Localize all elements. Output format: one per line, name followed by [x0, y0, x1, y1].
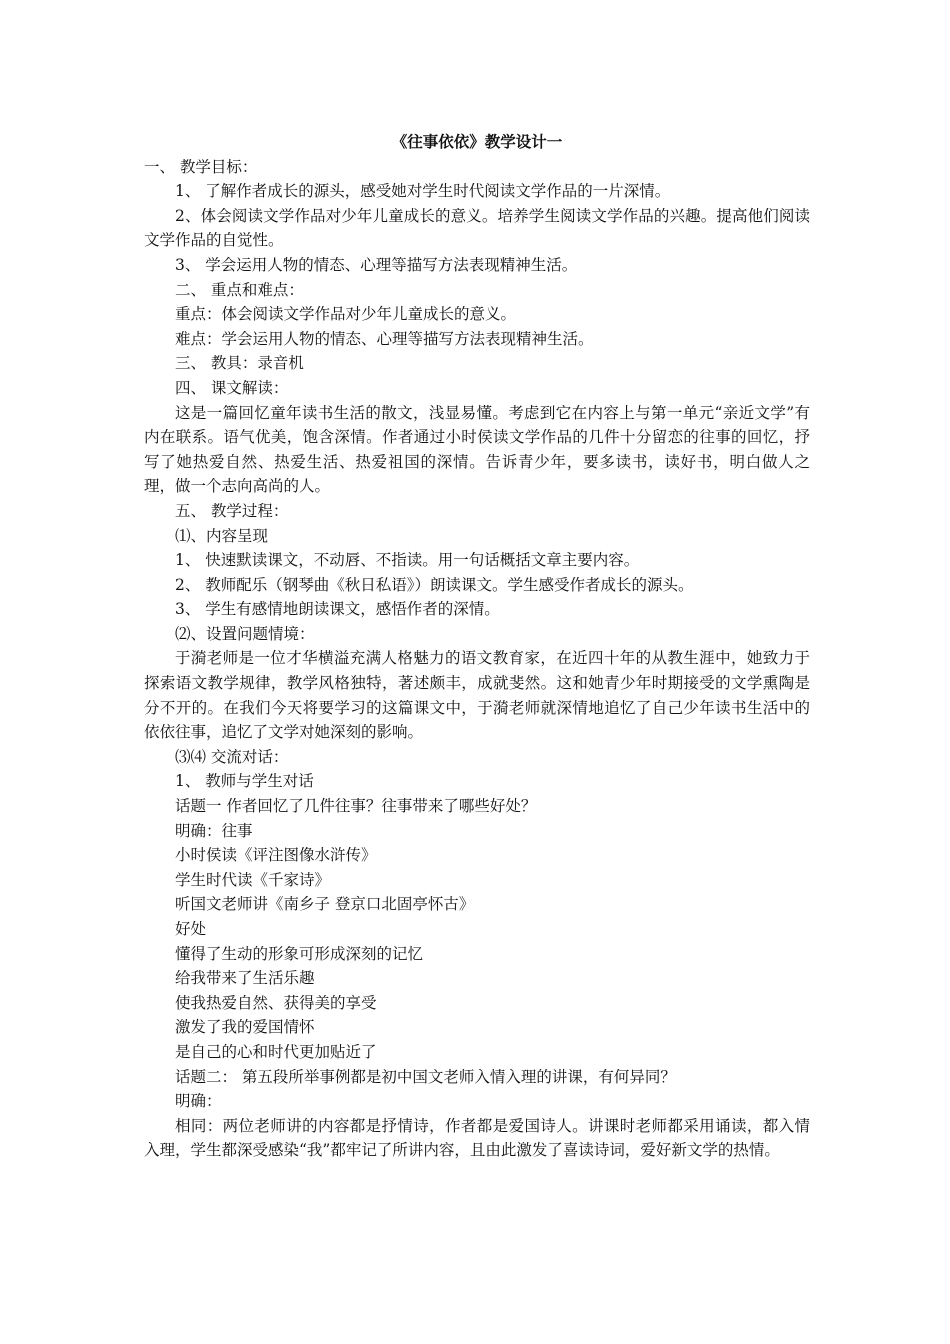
paragraph: 于漪老师是一位才华横溢充满人格魅力的语文教育家，在近四十年的从教生涯中，她致力于探索语文教学规律，教学风格独特，著述颇丰，成就斐然。这和她青少年时期接受的文学熏陶是分不开的。在我们今天将要学习的这篇课文中，于漪老师就深情地追忆了自己少年读书生活中的依依往事，追忆了文学对她深刻的影响。: [144, 649, 810, 742]
paragraph: 学生时代读《千家诗》: [175, 870, 331, 889]
paragraph: 激发了我的爱国情怀: [175, 1018, 315, 1037]
document-body: [144, 155, 810, 1163]
paragraph: 1、 教师与学生对话: [175, 772, 314, 791]
paragraph: 五、 教学过程：: [175, 501, 289, 520]
paragraph: 3、 学会运用人物的情态、心理等描写方法表现精神生活。: [175, 255, 578, 274]
paragraph: 听国文老师讲《南乡子 登京口北固亭怀古》: [175, 895, 475, 914]
paragraph: 明确：: [175, 1092, 222, 1111]
paragraph: 1、 快速默读课文，不动唇、不指读。用一句话概括文章主要内容。: [175, 551, 640, 570]
paragraph: ⑴、内容呈现: [175, 526, 269, 545]
paragraph: 话题一 作者回忆了几件往事？往事带来了哪些好处？: [175, 797, 537, 816]
paragraph: 懂得了生动的形象可形成深刻的记忆: [175, 944, 424, 963]
paragraph: 三、 教具：录音机: [175, 354, 304, 373]
paragraph: 小时侯读《评注图像水浒传》: [175, 846, 377, 865]
paragraph: 一、 教学目标：: [144, 157, 258, 176]
paragraph: 这是一篇回忆童年读书生活的散文，浅显易懂。考虑到它在内容上与第一单元“亲近文学”有内在联系。语气优美，饱含深情。作者通过小时侯读文学作品的几件十分留恋的往事的回忆，抒写了她热爱自然、热爱生活、热爱祖国的深情。告诉青少年，要多读书，读好书，明白做人之理，做一个志向高尚的人。: [144, 403, 810, 496]
paragraph: 相同：两位老师讲的内容都是抒情诗，作者都是爱国诗人。讲课时老师都采用诵读，都入情入理，学生都深受感染“我”都牢记了所讲内容，且由此激发了喜读诗词，爱好新文学的热情。: [144, 1116, 810, 1160]
paragraph: ⑶⑷ 交流对话：: [175, 747, 289, 766]
paragraph: 四、 课文解读：: [175, 378, 289, 397]
paragraph: 明确：往事: [175, 821, 253, 840]
paragraph: 2、体会阅读文学作品对少年儿童成长的意义。培养学生阅读文学作品的兴趣。提高他们阅读文学作品的自觉性。: [144, 206, 810, 250]
document-page: [144, 130, 810, 1163]
paragraph: 好处: [175, 920, 207, 938]
paragraph: 难点：学会运用人物的情态、心理等描写方法表现精神生活。: [175, 329, 594, 348]
paragraph: 二、 重点和难点：: [175, 280, 304, 299]
paragraph: 2、 教师配乐（钢琴曲《秋日私语》）朗读课文。学生感受作者成长的源头。: [175, 575, 694, 594]
paragraph: 1、 了解作者成长的源头，感受她对学生时代阅读文学作品的一片深情。: [175, 182, 671, 201]
paragraph: 话题二： 第五段所举事例都是初中国文老师入情入理的讲课，有何异同？: [175, 1067, 676, 1086]
paragraph: 给我带来了生活乐趣: [175, 969, 315, 988]
document-title: 《往事依依》教学设计一: [391, 132, 563, 151]
paragraph: ⑵、设置问题情境：: [175, 624, 315, 643]
paragraph: 使我热爱自然、获得美的享受: [175, 993, 377, 1012]
paragraph: 重点：体会阅读文学作品对少年儿童成长的意义。: [175, 305, 517, 324]
paragraph: 是自己的心和时代更加贴近了: [175, 1042, 377, 1061]
paragraph: 3、 学生有感情地朗读课文，感悟作者的深情。: [175, 600, 500, 619]
